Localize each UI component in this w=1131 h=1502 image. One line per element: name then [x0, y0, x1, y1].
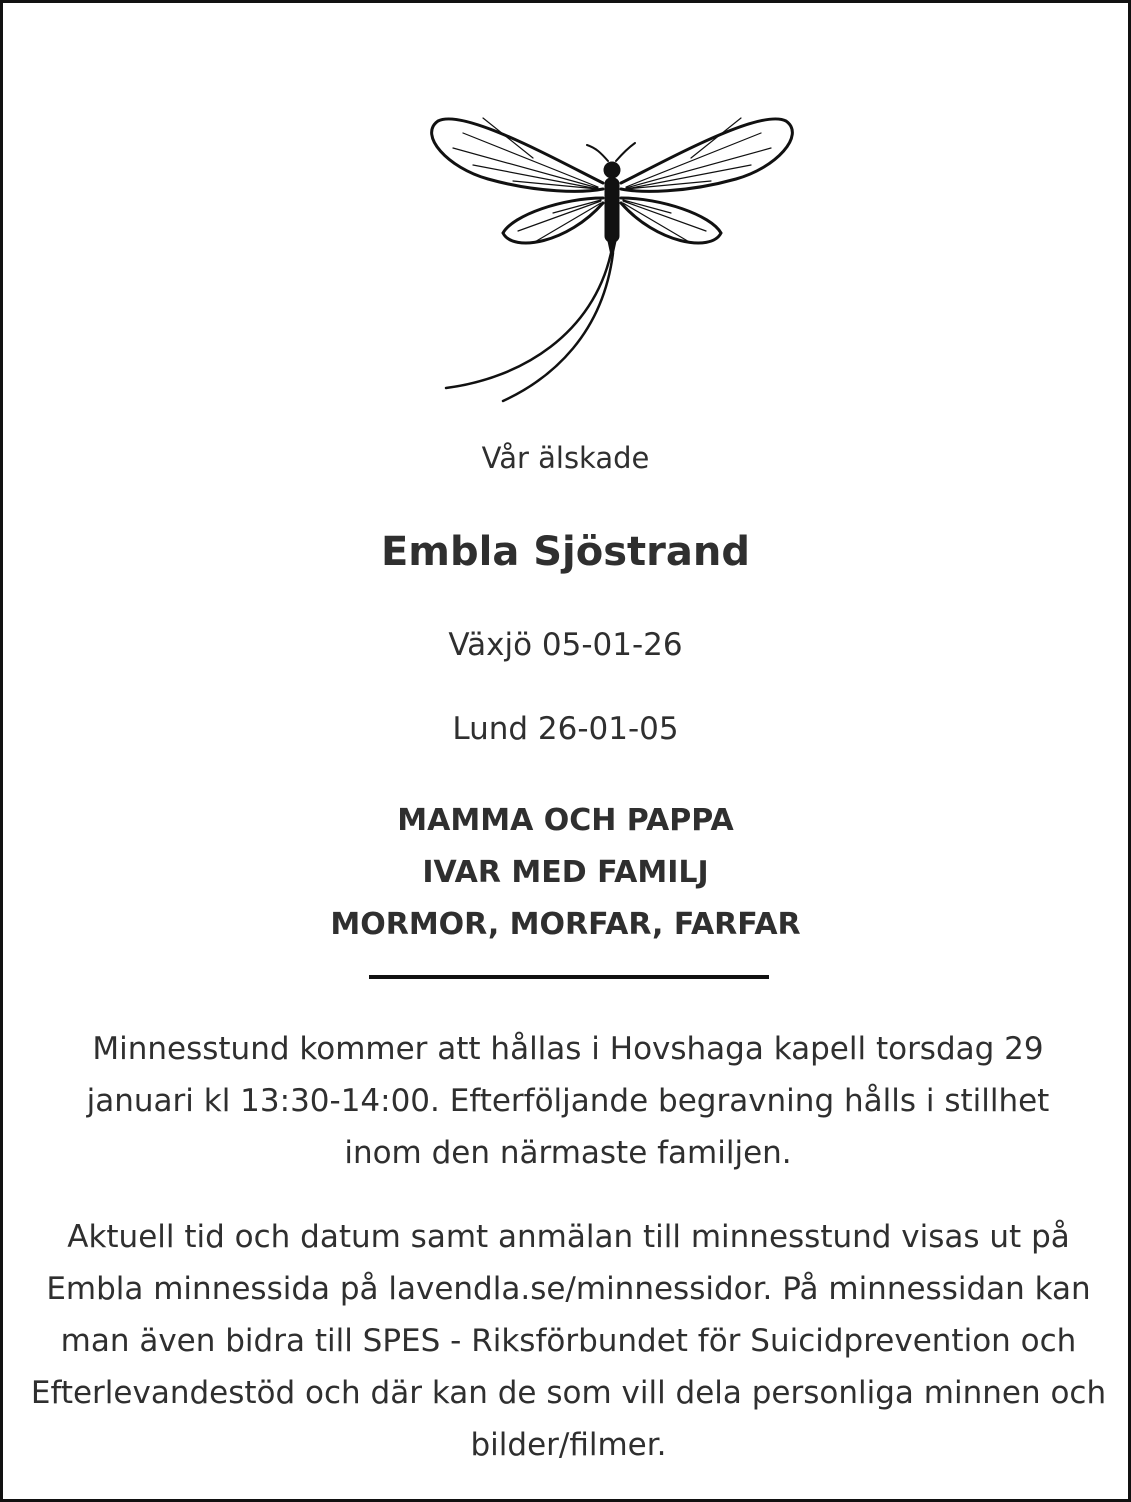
intro-text: Vår älskade [481, 441, 650, 475]
mourner-line: MAMMA OCH PAPPA [397, 803, 734, 838]
mourners-list [3, 795, 1128, 951]
mourner-line: IVAR MED FAMILJ [422, 855, 709, 890]
mourner-line: MORMOR, MORFAR, FARFAR [330, 907, 801, 942]
death-place-date: Lund 26-01-05 [452, 711, 679, 747]
birth-place-date: Växjö 05-01-26 [448, 627, 683, 663]
mayfly-icon [403, 103, 823, 413]
ceremony-paragraph: Minnesstund kommer att hållas i Hovshaga kapell torsdag 29 januari kl 13:30-14:00. Efterföljande begravning hålls i stillhet inom den närmaste familjen. [86, 1031, 1050, 1171]
memorial-page-paragraph: Aktuell tid och datum samt anmälan till minnesstund visas ut på Embla minnessida på lavendla.se/minnessidor. På minnessidan kan man även bidra till SPES - Riksförbundet för Suicidprevention och Efterlevandestöd och där kan de som vill dela personliga minnen och bilder/filmer. [30, 1219, 1107, 1463]
divider [369, 975, 769, 979]
deceased-name: Embla Sjöstrand [380, 529, 751, 575]
